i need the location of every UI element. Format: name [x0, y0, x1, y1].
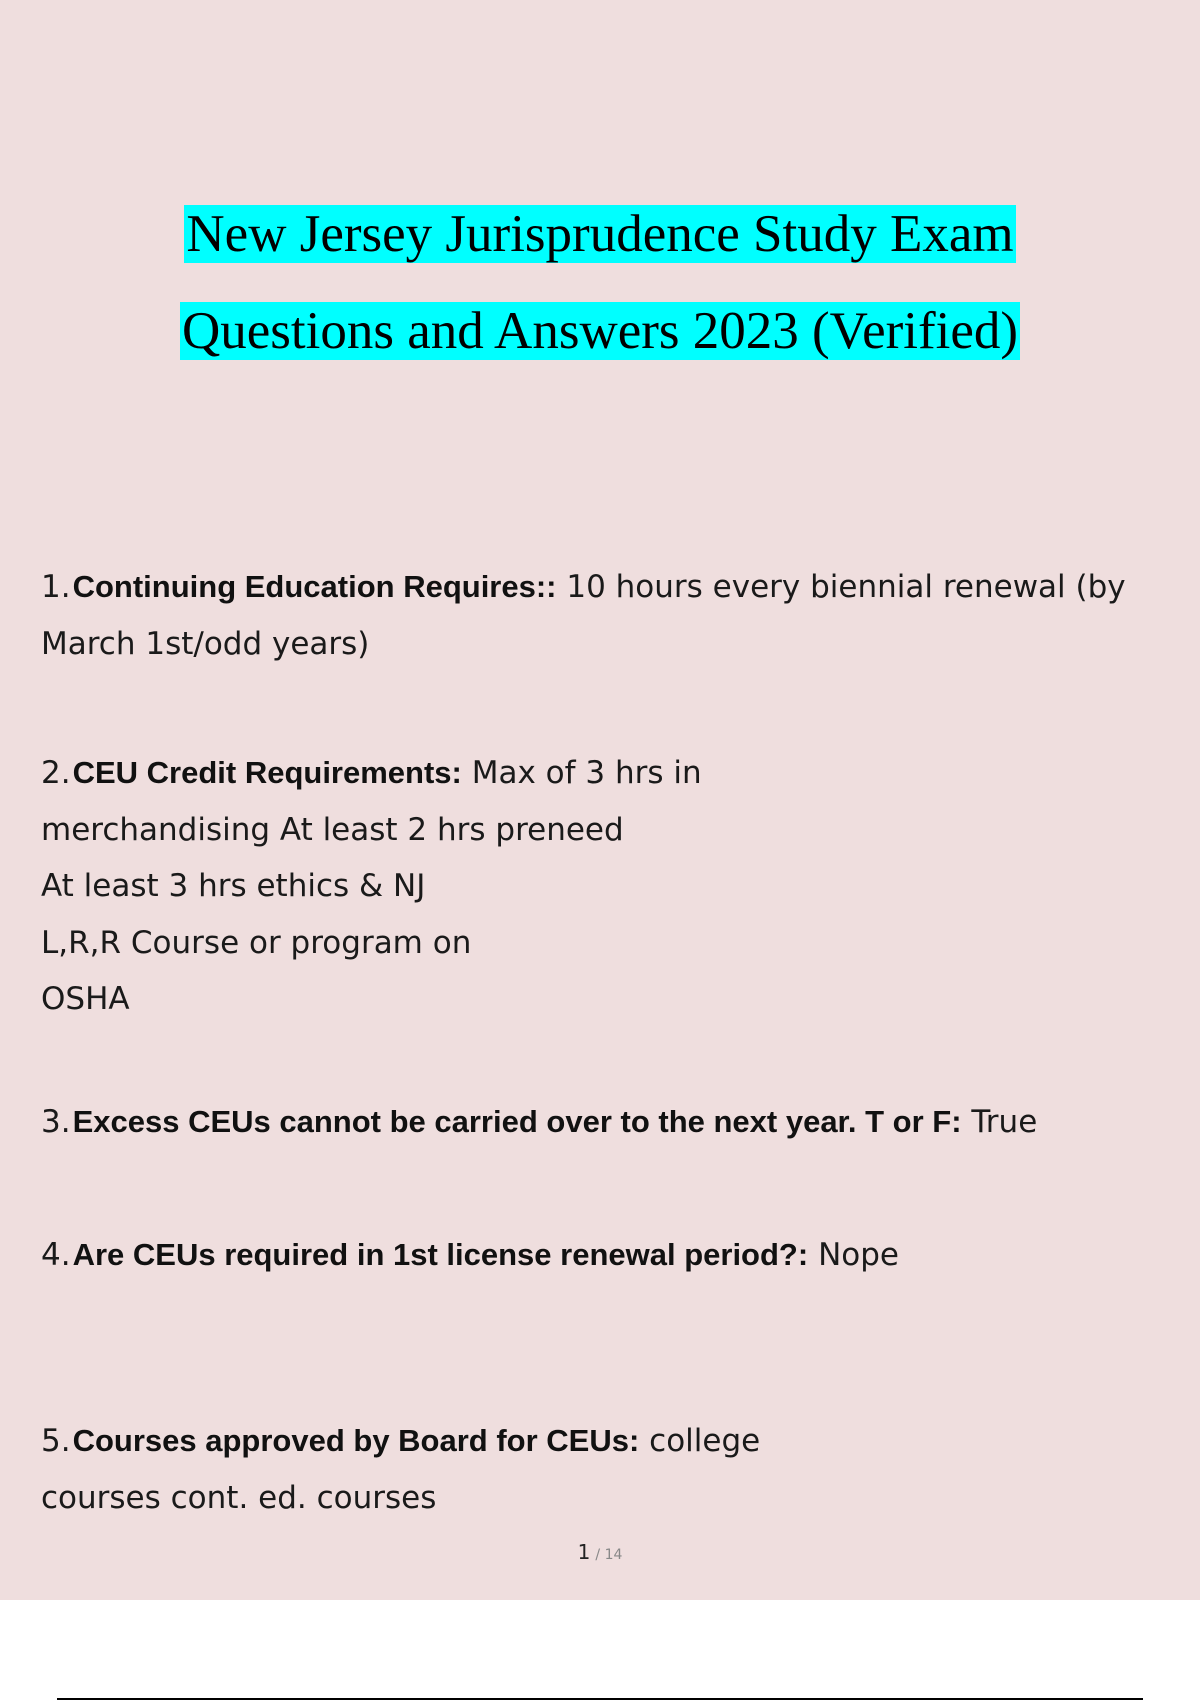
answer-text: L,R,R Course or program on — [41, 924, 472, 961]
qa-line — [41, 1094, 1181, 1151]
answer-text: merchandising At least 2 hrs preneed — [41, 811, 624, 848]
qa-item-4 — [41, 1227, 1181, 1284]
question-text: CEU Credit Requirements: — [72, 755, 462, 790]
item-number: 5. — [41, 1423, 71, 1459]
question-text: Excess CEUs cannot be carried over to the next year. T or F: — [72, 1104, 962, 1139]
item-number: 3. — [41, 1104, 71, 1140]
item-number: 2. — [41, 755, 71, 791]
qa-line — [41, 559, 1181, 616]
title-line-1: New Jersey Jurisprudence Study Exam — [186, 205, 1014, 263]
document-title — [0, 186, 1200, 380]
answer-text: OSHA — [41, 981, 130, 1017]
question-text: Courses approved by Board for CEUs: — [72, 1423, 640, 1458]
answer-text: college — [649, 1423, 761, 1459]
qa-item-2 — [41, 745, 1181, 1028]
answer-text: 10 hours every biennial renewal (by — [566, 569, 1126, 605]
qa-line — [41, 1227, 1181, 1284]
qa-line — [41, 1413, 1181, 1470]
title-line-2: Questions and Answers 2023 (Verified) — [181, 302, 1019, 360]
page-number — [0, 1540, 1200, 1564]
item-number: 1. — [41, 569, 71, 605]
answer-text: Nope — [818, 1237, 899, 1273]
question-text: Continuing Education Requires:: — [72, 569, 557, 604]
qa-line — [41, 745, 1181, 802]
qa-item-1 — [41, 559, 1181, 672]
qa-item-5 — [41, 1413, 1181, 1526]
answer-text: True — [971, 1104, 1038, 1140]
qa-item-3 — [41, 1094, 1181, 1151]
answer-text: March 1st/odd years) — [41, 625, 370, 662]
answer-text: At least 3 hrs ethics & NJ — [41, 868, 426, 904]
answer-text: Max of 3 hrs in — [471, 755, 702, 791]
answer-text: courses cont. ed. courses — [41, 1479, 437, 1516]
item-number: 4. — [41, 1237, 71, 1273]
page-number-current: 1 — [577, 1540, 591, 1564]
question-text: Are CEUs required in 1st license renewal period?: — [72, 1237, 809, 1272]
page-number-total: / 14 — [595, 1547, 623, 1563]
